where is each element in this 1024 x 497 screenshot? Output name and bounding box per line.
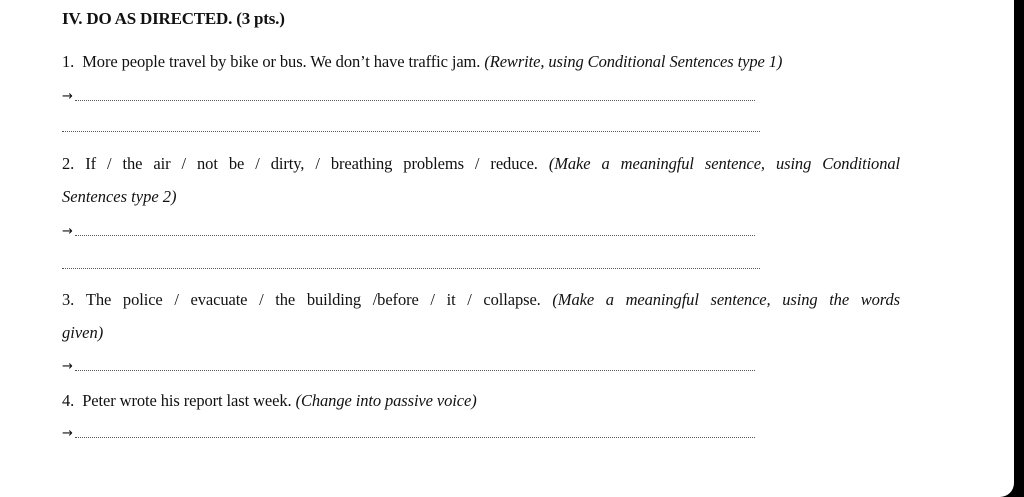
section-heading: IV. DO AS DIRECTED. (3 pts.) (62, 9, 285, 28)
question-word: the (275, 290, 296, 309)
question-word: building (306, 290, 362, 309)
dotted-answer-field[interactable] (75, 437, 755, 438)
question-number: 3. (62, 290, 75, 309)
question-word: / (315, 154, 320, 173)
question-word: (Make (552, 290, 595, 309)
answer-line-4[interactable] (62, 424, 755, 440)
question-word: The (85, 290, 112, 309)
question-text (62, 154, 900, 174)
question-word: / (430, 290, 435, 309)
question-word: / (474, 154, 480, 173)
question-word: police (122, 290, 163, 309)
dotted-answer-field[interactable] (75, 100, 755, 101)
dotted-answer-field[interactable] (75, 370, 755, 371)
question-word: a (601, 154, 610, 173)
question-1 (62, 52, 782, 72)
arrow-icon: → (62, 224, 73, 239)
question-text: Peter wrote his report last week. (82, 391, 292, 410)
question-word: meaningful (620, 154, 694, 173)
dotted-answer-field-extra[interactable] (62, 268, 760, 269)
question-text: More people travel by bike or bus. We don’t have traffic jam. (82, 52, 481, 71)
question-word: / (255, 154, 260, 173)
question-word: sentence, (704, 154, 765, 173)
question-word: using (775, 154, 812, 173)
question-instruction: (Rewrite, using Conditional Sentences type 1) (484, 52, 783, 71)
question-2 (62, 154, 900, 174)
question-number: 4. (62, 391, 75, 410)
question-number: 2. (62, 154, 75, 173)
question-word: reduce. (490, 154, 538, 173)
arrow-icon: → (62, 89, 73, 104)
question-word: the (829, 290, 850, 309)
answer-line-3[interactable] (62, 357, 755, 373)
question-word: using (782, 290, 818, 309)
question-word: words (860, 290, 900, 309)
screen-edge (1014, 0, 1024, 497)
question-3 (62, 290, 900, 310)
question-word: not (197, 154, 218, 173)
question-word: be (228, 154, 245, 173)
question-word: dirty, (270, 154, 305, 173)
arrow-icon: → (62, 426, 73, 441)
question-word: collapse. (483, 290, 541, 309)
arrow-icon: → (62, 359, 73, 374)
question-word: evacuate (190, 290, 248, 309)
question-word: / (181, 154, 186, 173)
question-3-continuation: given) (62, 323, 104, 342)
question-2-continuation: Sentences type 2) (62, 187, 177, 206)
question-word: a (605, 290, 614, 309)
answer-line-1[interactable] (62, 87, 755, 103)
question-4 (62, 391, 477, 411)
question-word: / (259, 290, 264, 309)
question-word: / (107, 154, 112, 173)
answer-line-2[interactable] (62, 222, 755, 238)
question-instruction: (Change into passive voice) (295, 391, 477, 410)
question-word: /before (372, 290, 419, 309)
question-word: meaningful (625, 290, 699, 309)
question-word: If (85, 154, 96, 173)
question-word: (Make (548, 154, 591, 173)
dotted-answer-field-extra[interactable] (62, 131, 760, 132)
dotted-answer-field[interactable] (75, 235, 755, 236)
question-word: / (467, 290, 472, 309)
question-word: breathing (330, 154, 393, 173)
question-word: the (122, 154, 143, 173)
question-text (62, 290, 900, 310)
question-word: problems (403, 154, 464, 173)
question-word: sentence, (710, 290, 771, 309)
question-word: / (174, 290, 179, 309)
question-word: it (446, 290, 456, 309)
question-word: Conditional (822, 154, 900, 173)
question-word: air (153, 154, 171, 173)
question-number: 1. (62, 52, 75, 71)
